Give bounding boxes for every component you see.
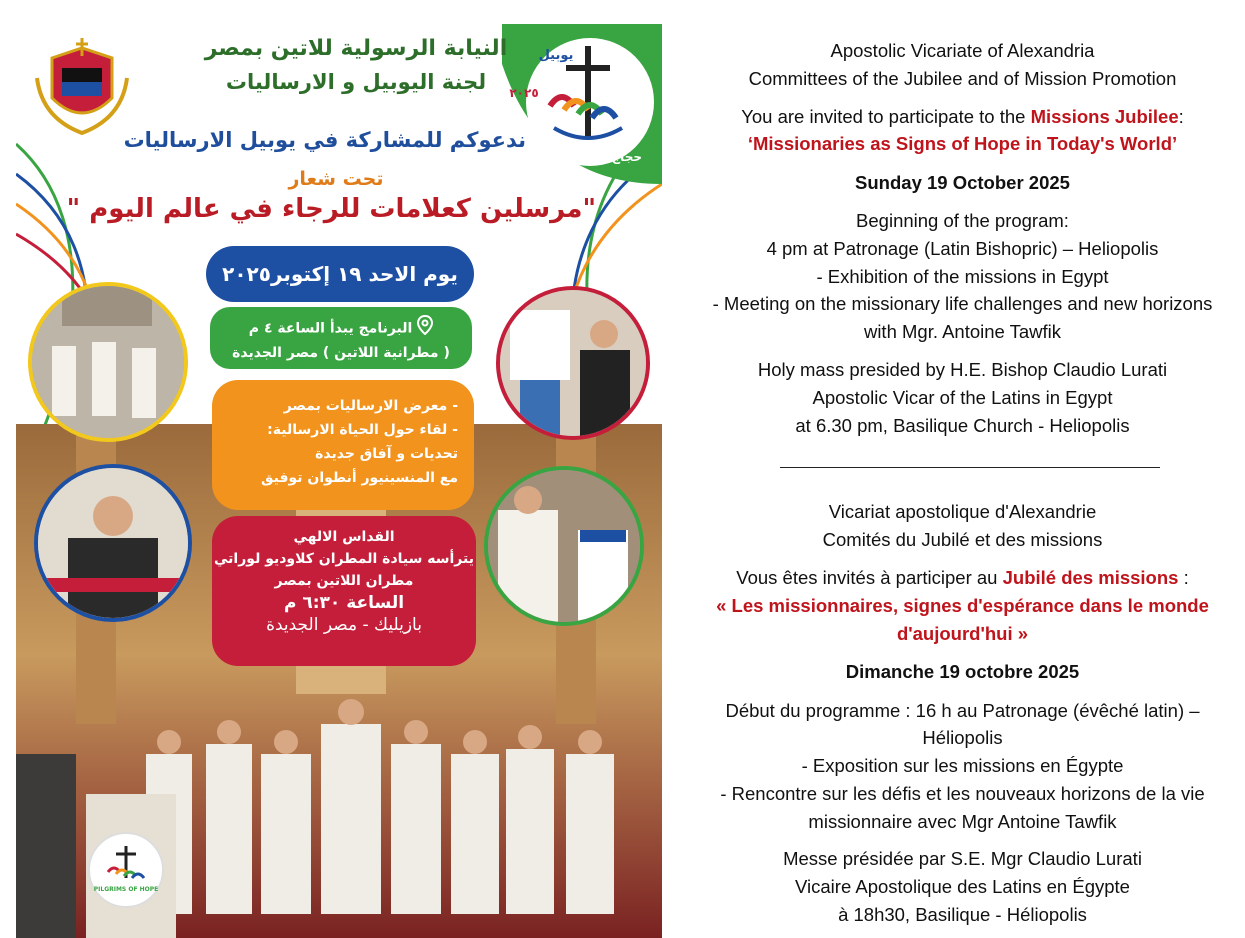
poster-mass-line5: بازيليك - مصر الجديدة (266, 615, 422, 635)
fr-mass-line1: Messe présidée par S.E. Mgr Claudio Lurati (783, 848, 1142, 869)
poster-program-item: مع المنسينيور أنطوان توفيق (261, 470, 458, 486)
fr-line1: Vicariat apostolique d'Alexandrie (828, 501, 1097, 522)
fr-program-item2: - Rencontre sur les défis et les nouveaux horizons de la vie (720, 783, 1205, 804)
language-divider (780, 467, 1160, 468)
en-line2: Committees of the Jubilee and of Mission Promotion (748, 68, 1177, 89)
poster-time-line1: البرنامج يبدأ الساعة ٤ م (248, 320, 413, 337)
photo-circle-communion (484, 466, 644, 626)
poster-program-item: تحديات و آفاق جديدة (315, 446, 458, 462)
poster-title-line1: النيابة الرسولية للاتين بمصر (204, 36, 508, 61)
poster-time-line2: ( مطرانية اللاتين ) مصر الجديدة (232, 345, 450, 361)
fr-invite-prefix: Vous êtes invités à participer au (736, 567, 1003, 588)
jubilee-logo-year: ٢٠٢٥ (509, 86, 539, 100)
fr-program-item1: - Exposition sur les missions en Égypte (801, 755, 1124, 776)
en-line1: Apostolic Vicariate of Alexandria (830, 40, 1095, 61)
photo-circle-meeting (496, 286, 650, 440)
en-program-item2b: with Mgr. Antoine Tawfik (863, 321, 1062, 342)
fr-program-item2b: missionnaire avec Mgr Antoine Tawfik (808, 811, 1117, 832)
poster-under-motto: تحت شعار (288, 168, 384, 190)
poster-mass-pill (212, 516, 476, 666)
fr-program-line1: Début du programme : 16 h au Patronage (évêché latin) – (725, 700, 1200, 721)
en-program-item1: - Exhibition of the missions in Egypt (816, 266, 1109, 287)
photo-circle-speaker (34, 464, 192, 622)
fr-mass-line2: Vicaire Apostolique des Latins en Égypte (795, 876, 1130, 897)
poster-invite: ندعوكم للمشاركة في يوبيل الارساليات (123, 128, 526, 152)
en-mass-line2: Apostolic Vicar of the Latins in Egypt (812, 387, 1113, 408)
fr-program-line2: Héliopolis (922, 727, 1003, 748)
poster-time-pill (210, 307, 472, 369)
fr-invite-highlight: Jubilé des missions (1002, 567, 1179, 588)
jubilee-logo-label-top: يوبيل (538, 48, 574, 63)
pilgrims-of-hope-logo (88, 832, 164, 908)
en-program-item2: - Meeting on the missionary life challenges and new horizons (712, 293, 1213, 314)
poster-motto: "مرسلين كعلامات للرجاء في عالم اليوم " (66, 194, 596, 224)
fr-line2: Comités du Jubilé et des missions (822, 529, 1103, 550)
fr-date: Dimanche 19 octobre 2025 (845, 661, 1080, 682)
poster-mass-line4: الساعة ٦:٣٠ م (283, 593, 405, 613)
en-invite-highlight: Missions Jubilee (1030, 106, 1179, 127)
poster-title-line2: لجنة اليوبيل و الارساليات (225, 70, 487, 94)
poster-date: يوم الاحد ١٩ إكتوبر٢٠٢٥ (222, 262, 458, 286)
poster-mass-line2: يترأسه سيادة المطران كلاوديو لوراتي (214, 551, 474, 567)
crest-icon (32, 38, 132, 138)
poster-program-item: - معرض الارساليات بمصر (283, 398, 458, 414)
fr-invite (680, 564, 1245, 592)
poster-date-pill (206, 246, 474, 302)
bilingual-announcement (680, 0, 1245, 938)
poster-mass-line1: القداس الالهي (293, 529, 395, 545)
en-mass-line3: at 6.30 pm, Basilique Church - Heliopolis (795, 415, 1130, 436)
en-invite-prefix: You are invited to participate to the (741, 106, 1031, 127)
en-theme: ‘Missionaries as Signs of Hope in Today's World’ (747, 133, 1178, 154)
fr-mass-line3: à 18h30, Basilique - Héliopolis (838, 904, 1087, 925)
poster-program-pill (212, 380, 474, 510)
en-date: Sunday 19 October 2025 (855, 172, 1070, 193)
location-pin-icon (417, 315, 433, 342)
en-invite-suffix: : (1178, 106, 1184, 127)
photo-circle-procession (28, 282, 188, 442)
en-program-title: Beginning of the program: (856, 210, 1069, 231)
fr-theme-line1: « Les missionnaires, signes d'espérance dans le monde (716, 595, 1209, 616)
en-invite (680, 103, 1245, 131)
poster-mass-line3: مطران اللاتين بمصر (274, 573, 414, 589)
fr-invite-suffix: : (1178, 567, 1189, 588)
en-program-time: 4 pm at Patronage (Latin Bishopric) – Heliopolis (766, 238, 1159, 259)
en-mass-line1: Holy mass presided by H.E. Bishop Claudio Lurati (757, 359, 1168, 380)
arabic-poster (16, 24, 662, 938)
pilgrims-of-hope-text: PILGRIMS OF HOPE (93, 886, 159, 893)
fr-theme-line2: d'aujourd'hui » (896, 623, 1029, 644)
jubilee-logo-label-bottom: حجاج الرجاء (571, 150, 642, 164)
poster-program-item: - لقاء حول الحياة الارسالية: (267, 422, 458, 438)
